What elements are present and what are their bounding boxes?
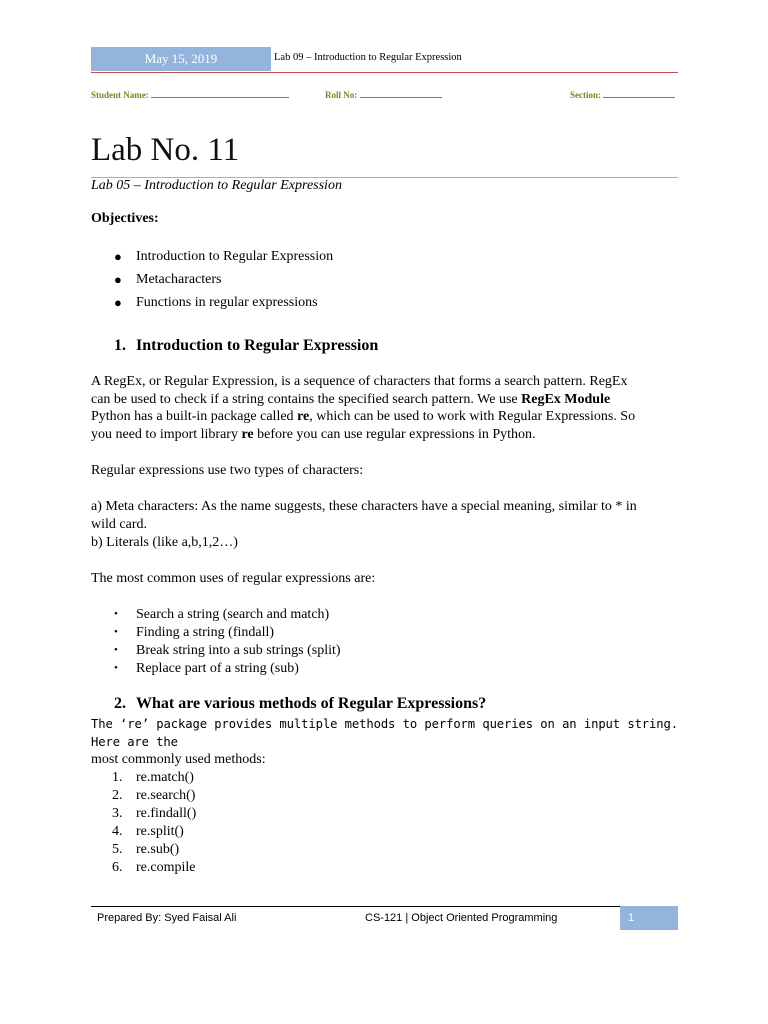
student-name-blank [151,88,289,98]
bullet-icon: • [114,608,118,620]
types-intro: Regular expressions use two types of characters: [91,463,364,478]
list-item [114,660,299,677]
section-blank [603,88,675,98]
bullet-icon: ● [114,249,122,264]
list-item [112,823,184,841]
list-item [112,769,194,787]
footer-course: CS-121 | Object Oriented Programming [365,912,558,924]
method-text: re.match() [136,770,194,785]
list-item [114,294,318,311]
objective-text: Introduction to Regular Expression [136,249,334,264]
list-item [114,248,334,265]
use-text: Finding a string (findall) [136,625,275,640]
footer-rule [91,906,620,907]
list-number: 2. [112,788,123,803]
list-item [112,841,180,859]
footer-page-number [620,906,678,930]
list-item [112,859,196,877]
method-text: re.search() [136,788,196,803]
section-2-number: 2. [114,695,126,712]
paragraph-line: The ‘re’ package provides multiple methods to perform queries on an input string. Here are the [91,717,678,749]
roll-no-label: Roll No: [325,90,358,100]
section-1-paragraph [91,373,678,443]
list-item [114,642,341,659]
bullet-icon: • [114,644,118,656]
section-field [570,88,675,100]
objectives-heading: Objectives: [91,211,159,226]
list-number: 5. [112,842,123,857]
page-title: Lab No. 11 [91,132,240,168]
section-2-heading: What are various methods of Regular Expressions? [136,695,487,712]
method-text: re.sub() [136,842,180,857]
section-label: Section: [570,90,601,100]
objective-text: Metacharacters [136,272,222,287]
page-subtitle: Lab 05 – Introduction to Regular Expression [91,178,342,193]
use-text: Break string into a sub strings (split) [136,643,341,658]
use-text: Search a string (search and match) [136,607,330,622]
paragraph-line: you need to import library re before you can use regular expressions in Python. [91,426,536,442]
page-number: 1 [628,912,635,924]
list-item [112,805,197,823]
method-text: re.findall() [136,806,197,821]
section-2-intro [91,716,678,769]
list-number: 1. [112,770,123,785]
paragraph-line: most commonly used methods: [91,752,266,767]
student-name-field [91,88,289,100]
paragraph-line: Python has a built-in package called re, which can be used to work with Regular Expressions. So [91,409,636,424]
method-text: re.split() [136,824,184,839]
bullet-icon: ● [114,295,122,310]
objective-text: Functions in regular expressions [136,295,318,310]
section-1-heading: Introduction to Regular Expression [136,337,379,354]
paragraph-line: can be used to check if a string contains the specified search pattern. We use RegEx Module [91,391,611,407]
header-rule [91,72,678,73]
footer-prepared-by: Prepared By: Syed Faisal Ali [97,912,237,924]
section-1-number: 1. [114,337,126,354]
bullet-icon: • [114,626,118,638]
roll-no-field [325,88,442,100]
type-b-text: b) Literals (like a,b,1,2…) [91,535,238,550]
type-a-text [91,498,678,533]
list-item [114,606,330,623]
list-item [114,624,275,641]
roll-no-blank [360,88,442,98]
bullet-icon: ● [114,272,122,287]
header-lab-reference: Lab 09 – Introduction to Regular Expression [274,52,462,63]
use-text: Replace part of a string (sub) [136,661,299,676]
paragraph-line: A RegEx, or Regular Expression, is a sequence of characters that forms a search pattern. RegEx [91,374,628,389]
type-a-line: wild card. [91,516,147,532]
type-a-line: a) Meta characters: As the name suggests, these characters have a special meaning, similar to * in [91,499,637,514]
uses-intro: The most common uses of regular expressions are: [91,571,376,586]
list-item [112,787,196,805]
method-text: re.compile [136,860,196,875]
list-number: 4. [112,824,123,839]
bullet-icon: • [114,662,118,674]
list-number: 6. [112,860,123,875]
list-number: 3. [112,806,123,821]
list-item [114,271,222,288]
student-name-label: Student Name: [91,90,149,100]
header-date: May 15, 2019 [91,47,271,71]
